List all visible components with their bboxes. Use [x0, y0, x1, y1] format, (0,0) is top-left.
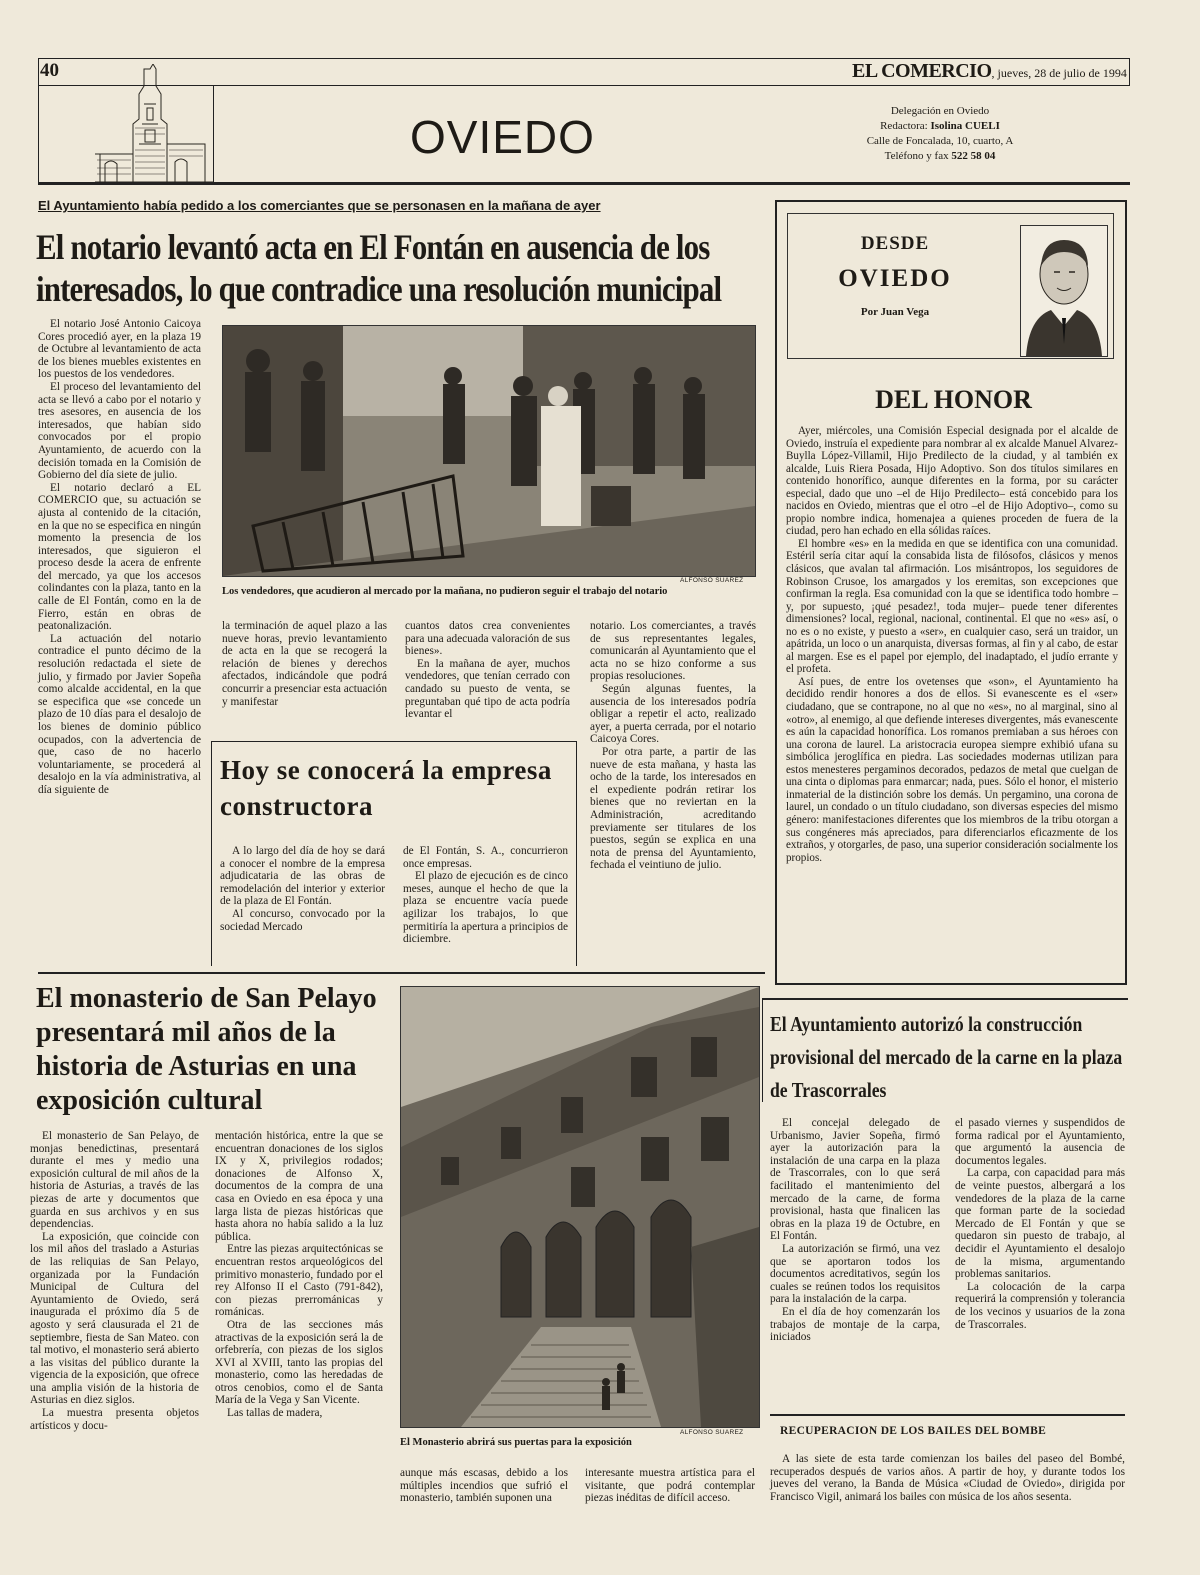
paragraph: Según algunas fuentes, la ausencia de los interesados podría obligar a repetir el acto, realizado ayer, a puerta cerrada, por el notario Caicoya Cores. [590, 682, 756, 746]
paragraph: La actuación del notario contradice el punto décimo de la resolución redactada el siete de julio, y firmado por Javier Sopeña como alcalde accidental, en la que se especifica que «se concede un plazo de 10 días para el desalojo de los bienes de dominio público ocupados, con la advertencia de que, caso de no hacerlo voluntariamente, se procederá al desalojo en la vía administrativa, al día siguiente de [38, 632, 201, 796]
monastery-col4 [585, 1467, 755, 1505]
paragraph: El plazo de ejecución es de cinco meses, aunque el hecho de que la plaza se encuentre vacía puede agilizar los trabajos, lo que permitiría la apertura a principios de diciembre. [403, 870, 568, 946]
market-headline: El Ayuntamiento autorizó la construcción provisional del mercado de la carne en la plaza de Trascorrales [770, 1012, 1123, 1102]
paragraph: La carpa, con capacidad para más de veinte puestos, albergará a los vendedores de la plaza de la carne que forman parte de la sociedad Mercado de El Fontán y que se quedaron sin puesto de trabajo, al decidir el Ayuntamiento el desalojo de la misma, argumentando problemas sanitarios. [955, 1167, 1125, 1281]
paragraph: A las siete de esta tarde comienzan los bailes del paseo del Bombé, recuperados después de varios años. A partir de hoy, y durante todos los jueves del verano, la Banda de Música «Ciudad de Oviedo», dirigida por Francisco Vigil, animará los bailes con música de los años sesenta. [770, 1453, 1125, 1503]
cathedral-illustration [95, 64, 213, 184]
paragraph: La muestra presenta objetos artísticos y docu- [30, 1407, 199, 1432]
main-col2 [222, 620, 387, 708]
kicker: El Ayuntamiento había pedido a los comerciantes que se personasen en la mañana de ayer [38, 198, 601, 213]
box-col2 [403, 845, 568, 946]
bombe-title: RECUPERACION DE LOS BAILES DEL BOMBE [780, 1425, 1047, 1437]
delegation-line: Calle de Foncalada, 10, cuarto, A [866, 135, 1014, 147]
column-title: DEL HONOR [875, 385, 1032, 414]
paragraph: Por otra parte, a partir de las nueve de esta mañana, y hasta las ocho de la tarde, los interesados en el expediente podrán retirar los bienes que no reviertan en la Administración, acreditando previamente ser titulares de los puestos, según se explica en una nota de prensa del Ayuntamiento, fechada el veintiuno de julio. [590, 745, 756, 872]
paragraph: Las tallas de madera, [227, 1407, 323, 1420]
section-title: OVIEDO [410, 111, 595, 163]
paragraph: de El Fontán, S. A., concurrieron once empresas. [403, 845, 568, 870]
paragraph: la terminación de aquel plazo a las nueve horas, previo levantamiento de acta en la que se recogerá la relación de bienes y derechos afectados, indicándole que podrá concurrir a presenciar esta actuación y manifestar [222, 620, 387, 708]
market-photo [222, 325, 756, 577]
column-byline: Por Juan Vega [860, 306, 930, 318]
paragraph: El hombre «es» en la medida en que se identifica con una comunidad. Estéril sería citar aquí la consabida lista de filósofos, clásicos y menos clásicos, que avalan tal afirmación. Los misántropos, los seguidores de Robinson Crusoe, los amargados y los eremitas, son excepciones que confirman la regla. Esa comunidad con la que se identifica todo hombre –y, por supuesto, ¡qué pesadez!, toda mujer– puede tener diferentes dimensiones? local, regional, nacional, continental. El que no «es» así, o no es o no existe, y puesto a «ser», en cualquier caso, será un traidor, un apátrida, un loco o un anarquista, diversas formas, al fin y al cabo, de estar al margen. Ese es el papel por ejemplo, del inadaptado, el judío errante y el profeta. [786, 537, 1118, 676]
paragraph: La autorización se firmó, una vez que se aportaron todos los documentos acreditativos, según los cuales se reúnen todos los requisitos para la instalación de la carpa. [770, 1242, 940, 1306]
main-col4 [590, 620, 756, 872]
paragraph: Así pues, de entre los ovetenses que «son», el Ayuntamiento ha decidido rendir honores a dos de ellos. Si evanescente es el «ser» ciudadano, que se contrapone, no al que no «es», no al marginal, sino al «otro», al enemigo, al que defiende intereses divergentes, más evanescente es aún la capacidad honorífica. Los romanos premiaban a sus héroes con una corona de laurel. La aristocracia europea siempre exhibió ufana su simbólica jeroglífica en piedra. Las sociedades modernas utilizan para estos menesteres pergaminos decorados, pedazos de metal que cuelgan de una cinta o diplomas para enmarcar; nada, pues. Sólo el honor, el misterio inmaterial de la distinción sobre los demás. Un pergamino, una corona de laurel, un condado o un título ciudadano, son diversas especies del mismo género: manifestaciones diferentes que los miembros de la tribu otorgan a sus congéneres más apreciados, para diferenciarlos eficazmente de los extraños, y otorgarles, de paso, una superior consideración socialmente los propios. [786, 675, 1118, 864]
box-headline: Hoy se conocerá la empresa constructora [220, 755, 552, 821]
paragraph: el pasado viernes y suspendidos de forma radical por el Ayuntamiento, que argumentó la ausencia de documentos legales. [955, 1117, 1125, 1167]
column-desde: DESDE [860, 233, 930, 254]
bombe-text [770, 1453, 1125, 1503]
paragraph: En el día de hoy comenzarán los trabajos de montaje de la carpa, iniciados [770, 1305, 940, 1344]
monastery-col3 [400, 1467, 568, 1505]
masthead: EL COMERCIO [852, 60, 992, 82]
paragraph: El proceso del levantamiento del acta se llevó a cabo por el notario y tres asesores, en ausencia de los interesados, que habían sido convocados por el propio Ayuntamiento, de acuerdo con la decisión tomada en la Comisión de Gobierno del día siete de julio. [38, 380, 201, 482]
delegation-line: Teléfono y fax [884, 150, 949, 162]
main-headline: El notario levantó acta en El Fontán en ausencia de los interesados, lo que contradice una resolución municipal [36, 227, 722, 309]
monastery-photo-caption: El Monasterio abrirá sus puertas para la exposición [400, 1437, 632, 1448]
delegation-info [850, 104, 1030, 164]
paragraph: El concejal delegado de Urbanismo, Javier Sopeña, firmó ayer la autorización para la instalación de una carpa en la plaza de Trascorrales, con lo que será facilitado el mantenimiento del mercado de la carne, de forma provisional, hasta que finalicen las obras en la plaza 19 de Octubre, en El Fontán. [770, 1117, 940, 1243]
box-col1 [220, 845, 385, 933]
monastery-photo [400, 986, 760, 1428]
paragraph: Otra de las secciones más atractivas de la exposición será la de orfebrería, con piezas de los siglos XVI al XVIII, tanto las propias del monasterio, como las heredadas de otros cenobios, como el de Santa María de la Vega y San Vicente. [215, 1318, 383, 1407]
paragraph: Ayer, miércoles, una Comisión Especial designada por el alcalde de Oviedo, instruía el expediente para nombrar al ex alcalde Manuel Alvarez-Buylla López-Villamil, Hijo Predilecto de la ciudad, y al también ex alcalde, Luis Riera Posada, Hijo Adoptivo. Son dos títulos similares en contenido honorífico, aunque diferentes en la forma, por su carácter especial, dado que uno –el de Hijo Predilecto– está concebido para los nacidos en Oviedo, mientras que el otro –el de Hijo Adoptivo–, como su propio nombre indica, homenajea a quienes proceden de fuera de la ciudad, pero han echado en ella sólidas raíces. [786, 425, 1118, 538]
issue-date: , jueves, 28 de julio de 1994 [991, 66, 1127, 80]
market-col1 [770, 1117, 940, 1344]
paragraph: mentación histórica, entre la que se encuentran donaciones de los siglos IX y X, privilegios rodados; donaciones de Alfonso X, documentos de la compra de una casa en Oviedo en esa época y una larga lista de piezas históricas que hasta ahora no había salido a la luz pública. [215, 1130, 383, 1243]
monastery-headline: El monasterio de San Pelayo presentará mil años de la historia de Asturias en una exposición cultural [36, 983, 377, 1116]
column-text [786, 425, 1118, 864]
paragraph: notario. Los comerciantes, a través de sus representantes legales, comunicarán al Ayuntamiento que el acta no se hizo conforme a sus propias resoluciones. [590, 620, 756, 683]
paragraph: aunque más escasas, debido a los múltiples incendios que sufrió el monasterio, también suponen una [400, 1467, 568, 1505]
monastery-photo-credit: ALFONSO SUAREZ [680, 1429, 744, 1436]
paragraph: El notario José Antonio Caicoya Cores procedió ayer, en la plaza 19 de Octubre al levantamiento de acta de los bienes muebles existentes en los puestos de los vendedores. [38, 318, 201, 381]
main-col1 [38, 318, 201, 797]
paragraph: cuantos datos crea convenientes para una adecuada valoración de sus bienes». [405, 620, 570, 658]
paragraph: La colocación de la carpa requerirá la comprensión y tolerancia de los vecinos y usuarios de la zona de Trascorrales. [955, 1280, 1125, 1331]
paragraph: La exposición, que coincide con los mil años del traslado a Asturias de las reliquias de San Pelayo, organizada por la Fundación Municipal de Cultura del Ayuntamiento de Oviedo, será inaugurada el próximo día 5 de agosto y será clausurada el 21 de septiembre, fiesta de San Mateo. con tal motivo, el monasterio será abierto a las visitas del público durante la vigencia de la exposición, que ofrece una amplia visión de la historia de Asturias en diez siglos. [30, 1230, 199, 1407]
paragraph: El monasterio de San Pelayo, de monjas benedictinas, presentará durante el mes y medio una exposición cultural de mil años de la historia de Asturias, a través de las piezas de arte y documentos que guarda en sus archivos y en sus dependencias. [30, 1130, 199, 1231]
paragraph: Al concurso, convocado por la sociedad Mercado [220, 907, 385, 933]
page-number: 40 [40, 60, 59, 81]
photo-credit: ALFONSO SUAREZ [680, 577, 744, 584]
paragraph: Entre las piezas arquitectónicas se encuentran restos arqueológicos del primitivo monasterio, fundado por el rey Alfonso II el Casto (791-842), con piezas prerrománicas y románicas. [215, 1243, 383, 1319]
paragraph: interesante muestra artística para el visitante, que podrá contemplar piezas inéditas de difícil acceso. [585, 1467, 755, 1505]
monastery-col1 [30, 1130, 199, 1432]
paragraph: El notario declaró a EL COMERCIO que, su actuación se ajusta al contenido de la citación, en la que no se especifica en ningún momento la presencia de los interesados, que siguieron el proceso desde la acera de enfrente del mercado, ya que los accesos colindantes con la plaza, tanto en la calle de El Fontán, como en la de Fierro, están en obras de peatonalización. [38, 481, 201, 633]
delegation-line: Redactora: [880, 120, 928, 132]
market-col2 [955, 1117, 1125, 1331]
monastery-col2 [215, 1130, 383, 1420]
author-portrait [1020, 225, 1108, 357]
photo-caption: Los vendedores, que acudieron al mercado por la mañana, no pudieron seguir el trabajo del notario [222, 586, 668, 597]
paragraph: En la mañana de ayer, muchos vendedores, que tenían cerrado con candado su puesto de venta, se preguntaban qué tipo de acta podría levantar el [405, 657, 570, 721]
main-col3 [405, 620, 570, 721]
paragraph: A lo largo del día de hoy se dará a conocer el nombre de la empresa adjudicataria de las obras de remodelación del interior y exterior de la plaza de El Fontán. [220, 845, 385, 908]
delegation-line: Delegación en Oviedo [890, 105, 990, 117]
editor-name: Isolina CUELI [930, 120, 1000, 132]
phone-number: 522 58 04 [951, 150, 996, 162]
column-oviedo: OVIEDO [838, 265, 952, 292]
